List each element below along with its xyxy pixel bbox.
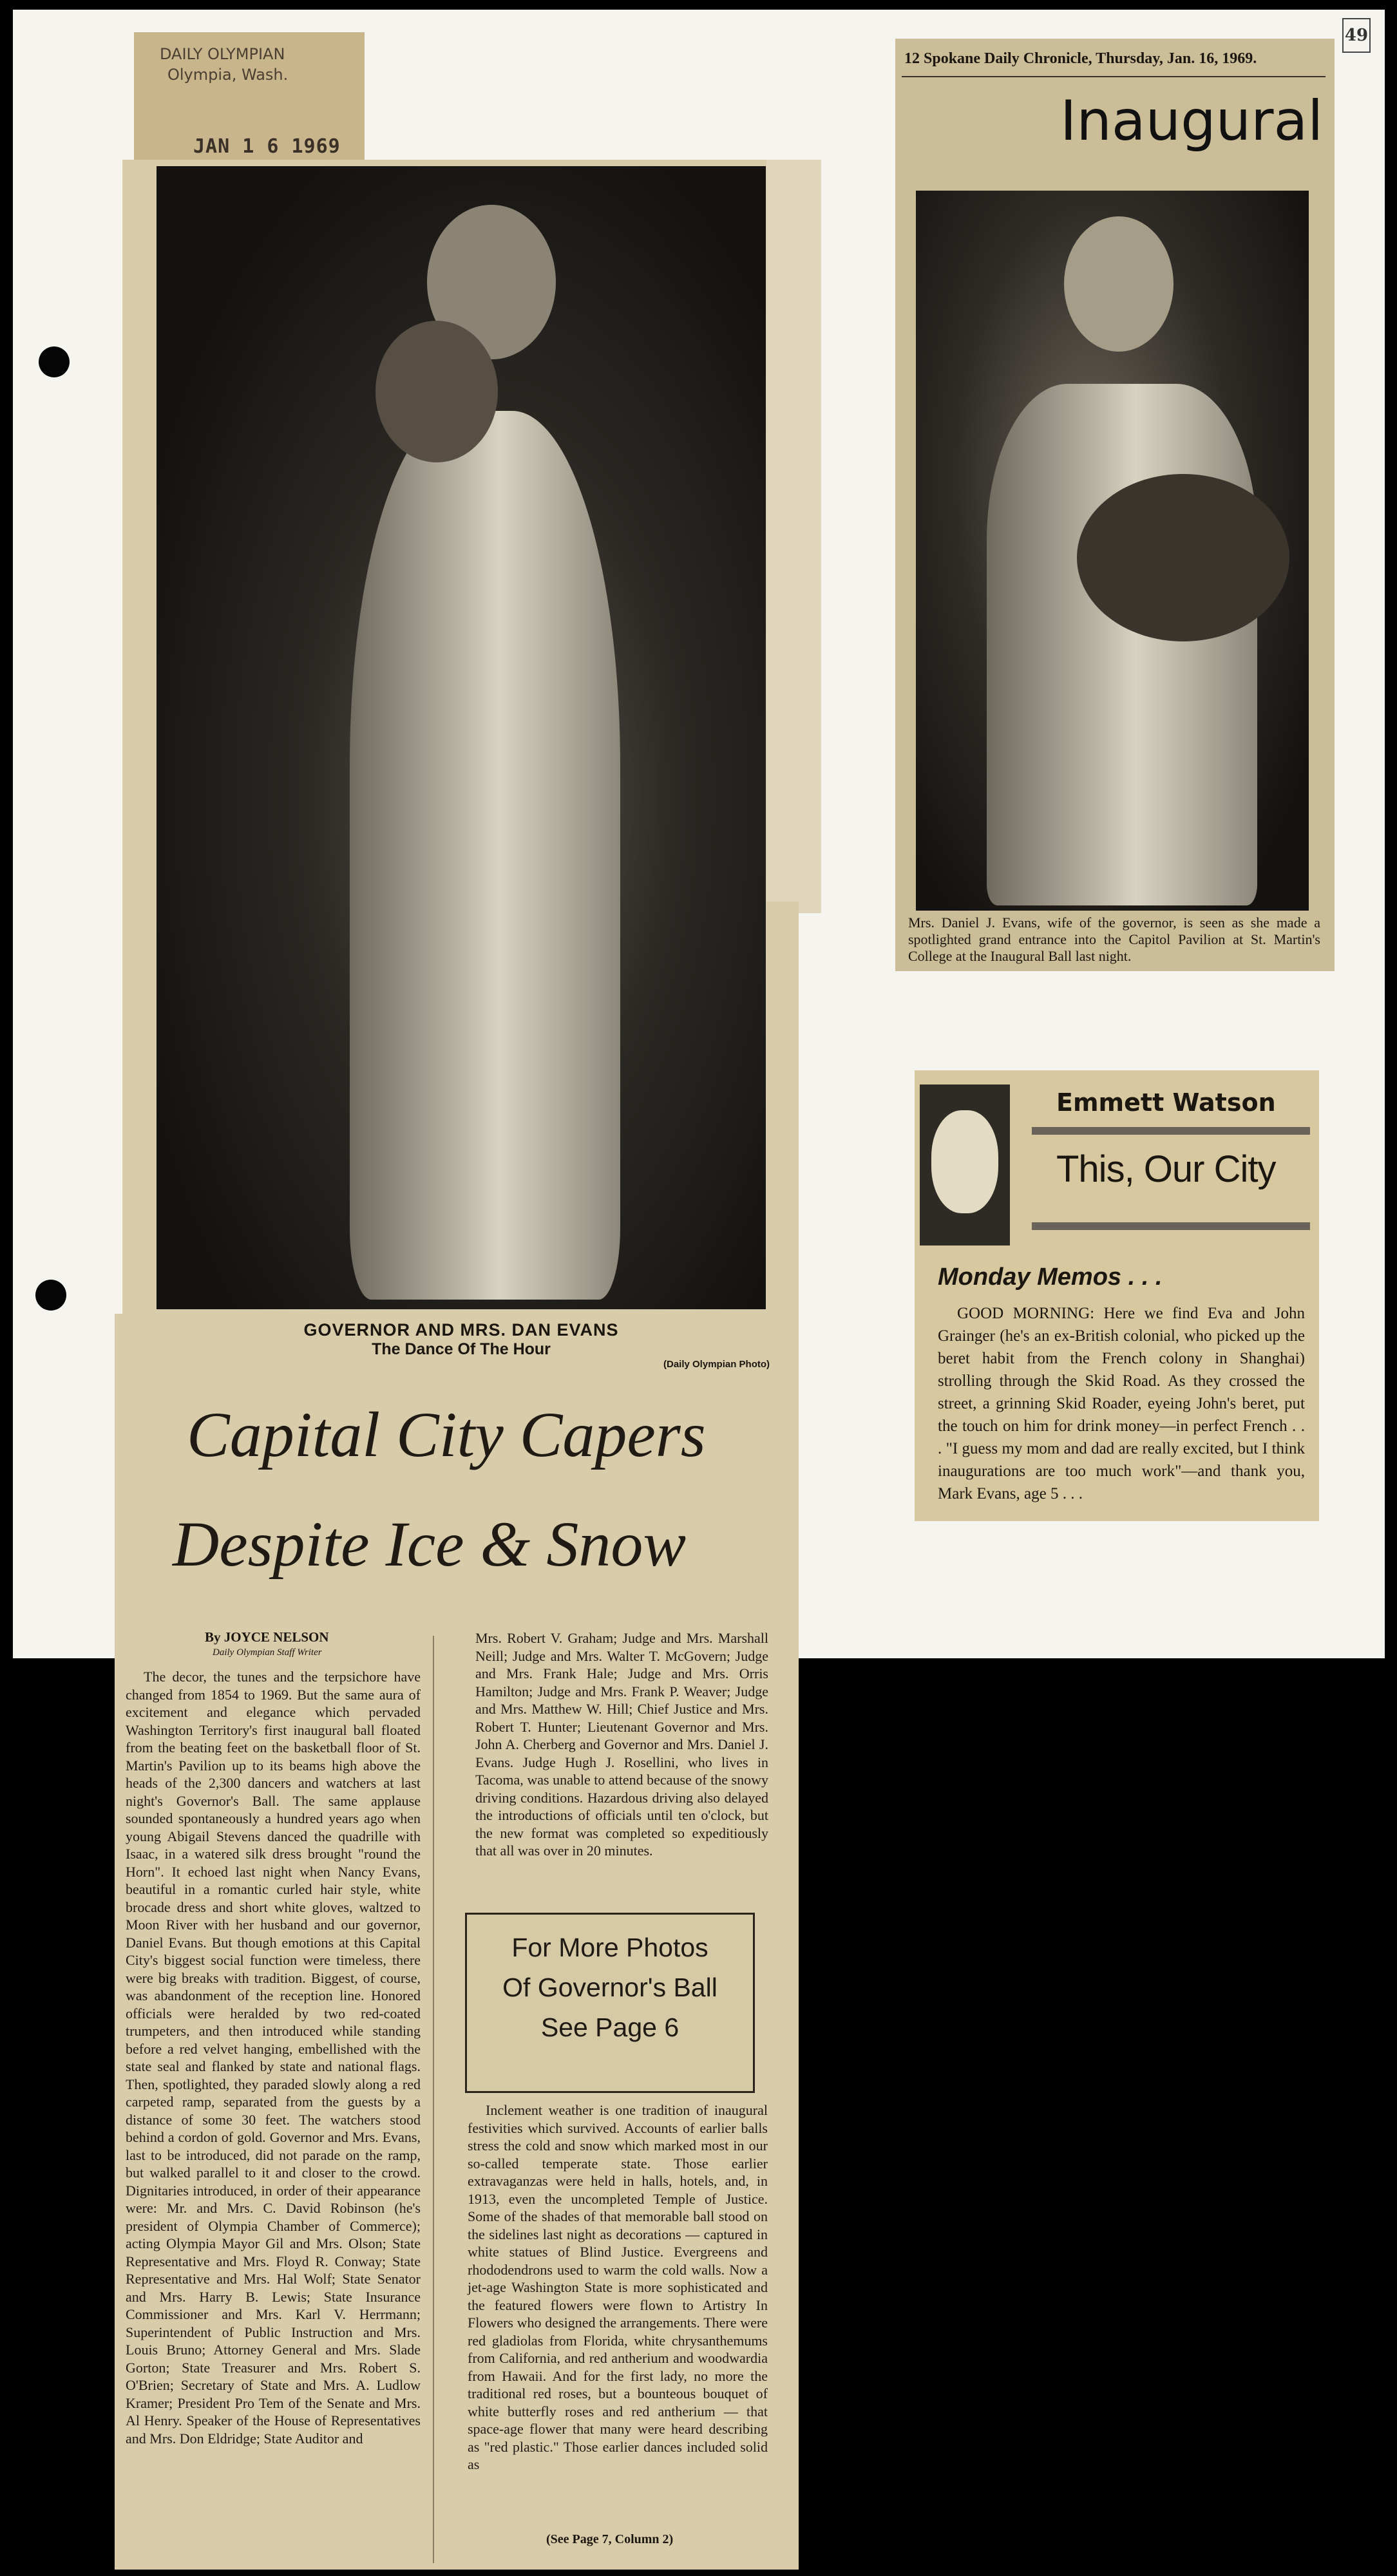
byline: By JOYCE NELSON [205, 1629, 329, 1645]
mrs-evans-hair [375, 321, 498, 462]
bouquet [1077, 474, 1289, 641]
continued-reference: (See Page 7, Column 2) [546, 2532, 674, 2546]
column-title: This, Our City [1056, 1148, 1276, 1190]
chronicle-clipping [895, 39, 1335, 971]
article-column-1: The decor, the tunes and the terpsichore have changed from 1854 to 1969. But the same aura of excitement and elegance which pervaded Washington Territory's first inaugural ball floated from the beating feet on the basketball floor of St. Martin's Pavilion up to its beams high above the heads of the 2,300 dancers and watchers at last night's Governor's Ball. The same applause sounded spontaneously a hundred years ago when young Abigail Stevens danced the quadrille with Isaac, in a watered silk dress brought "round the Horn". It echoed last night when Nancy Evans, beautiful in a romantic curled hair style, white brocade dress and short white gloves, waltzed to Moon River with her husband and our governor, Daniel Evans. But though emotions at this Capital City's biggest social function were timeless, there were big breaks with tradition. Biggest, of course, was abandonment of the reception line. Honored officials were heralded by two red-coated trumpeters, and then introduced while standing before a red velvet hanging, embellished with the state seal and flanked by state and national flags. Then, spotlighted, they paraded slowly along a red carpeted ramp, separated from the guests by a distance of some 30 feet. The watchers stood behind a cordon of gold. Governor and Mrs. Evans, last to be introduced, did not parade on the ramp, but walked parallel to it and closer to the crowd. Dignitaries introduced, in order of their appearance were: Mr. and Mrs. C. David Robinson (he's president of Olympia Chamber of Commerce); acting Olympia Mayor Gil and Mrs. Olson; State Representative and Mrs. Floyd R. Conway; State Representative and Mrs. Hal Wolf; State Senator and Mrs. Harry B. Lewis; State Insurance Commissioner and Mrs. Karl V. Herrmann; Superintendent of Public Instruction and Mrs. Louis Bruno; Attorney General and Mrs. Slade Gorton; State Treasurer and Mrs. Robert S. O'Brien; Secretary of State and Mrs. A. Ludlow Kramer; President Pro Tem of the Senate and Mrs. Al Henry. Speaker of the House of Representatives and Mrs. Don Eldridge; State Auditor and [126, 1669, 421, 2447]
column-rule [433, 1636, 434, 2563]
chronicle-caption: Mrs. Daniel J. Evans, wife of the governor, is seen as she made a spotlighted grand entrance into the Capitol Pavilion at St. Martin's College at the Inaugural Ball last night. [908, 914, 1320, 964]
byline-title: Daily Olympian Staff Writer [213, 1647, 322, 1658]
source-date-stamp: JAN 1 6 1969 [193, 135, 341, 158]
columnist-portrait [920, 1084, 1010, 1245]
dance-photo [157, 166, 766, 1309]
watson-column-clipping [915, 1070, 1319, 1521]
mrs-evans-gown [987, 384, 1257, 905]
mrs-evans-photo [916, 191, 1309, 911]
page-number: 49 [1342, 18, 1371, 53]
dateline-rule [902, 76, 1326, 77]
column-subhead: Monday Memos . . . [938, 1264, 1163, 1291]
mrs-evans-head [1064, 216, 1174, 352]
columnist-name: Emmett Watson [1056, 1088, 1276, 1117]
binder-hole-top [39, 346, 70, 377]
more-photos-promo-box [465, 1913, 755, 2093]
title-bar-top [1032, 1127, 1310, 1135]
clipping-source-tag [134, 32, 365, 166]
source-place: Olympia, Wash. [167, 66, 289, 84]
title-bar-bottom [1032, 1222, 1310, 1230]
promo-line-1: For More Photos [511, 1933, 708, 1962]
binder-hole-bottom [35, 1280, 66, 1311]
portrait-face [931, 1110, 998, 1213]
chronicle-dateline: 12 Spokane Daily Chronicle, Thursday, Jan. 16, 1969. [904, 50, 1257, 67]
article-column-2-top: Mrs. Robert V. Graham; Judge and Mrs. Marshall Neill; Judge and Mrs. Walter T. McGovern; Judge and Mrs. Frank Hale; Judge and Mrs. Orris Hamilton; Judge and Mrs. Frank P. Weaver; Judge and Mrs. Matthew W. Hill; Chief Justice and Mrs. Robert T. Hunter; Lieutenant Governor and Mrs. John A. Cherberg and Governor and Mrs. Daniel J. Evans. Judge Hugh J. Rosellini, who lives in Tacoma, was unable to attend because of the snowy driving conditions. Hazardous driving also delayed the introductions of officials until ten o'clock, but the new format was completed so expeditiously that all was over in 20 minutes. [475, 1630, 768, 1859]
headline-line-2: Despite Ice & Snow [173, 1508, 687, 1580]
gown-figure [350, 411, 620, 1300]
source-paper: DAILY OLYMPIAN [160, 45, 285, 63]
headline-line-1: Capital City Capers [187, 1399, 706, 1470]
photo-caption: GOVERNOR AND MRS. DAN EVANS [303, 1320, 619, 1340]
article-column-2-bottom: Inclement weather is one tradition of inaugural festivities which survived. Accounts of earlier balls stress the cold and snow which marked most in our so-called temperate state. Those earlier extravaganzas were held in halls, hotels, and, in 1913, even the uncompleted Temple of Justice. Some of the shades of that memorable ball stood on the sidelines last night as decorations — captured in white statues of Blind Justice. Evergreens and rhododendrons used to warm the cold walls. Now a jet-age Washington State is more sophisticated and the featured flowers were flown to Artistry In Flowers who designed the arrangements. There were red gladiolas from Florida, white chrysanthemums from California, and red antherium and woodwardia from Hawaii. And for the first lady, no more the traditional red roses, but a bounteous bouquet of white butterfly roses and red antherium — that space-age flower that many were heard describing as "red plastic." Those earlier dances included solid as [468, 2102, 768, 2472]
underlying-clipping-strip [766, 160, 821, 913]
chronicle-headline: Inaugural [1060, 89, 1324, 153]
column-body: GOOD MORNING: Here we find Eva and John Grainger (he's an ex-British colonial, who picked up the beret habit from the French colony in Shanghai) strolling through the Skid Road. As they crossed the street, a grinning Skid Roader, eyeing John's beret, put the touch on him for drink money—in perfect French . . . "I guess my mom and dad are really excited, but I think inaugurations are too much work"—and thank you, Mark Evans, age 5 . . . [938, 1305, 1305, 1502]
promo-line-3: See Page 6 [540, 2012, 679, 2042]
photo-credit: (Daily Olympian Photo) [663, 1359, 770, 1370]
photo-caption-block [157, 1320, 766, 1359]
promo-line-2: Of Governor's Ball [502, 1973, 718, 2002]
photo-subcaption: The Dance Of The Hour [372, 1340, 551, 1358]
